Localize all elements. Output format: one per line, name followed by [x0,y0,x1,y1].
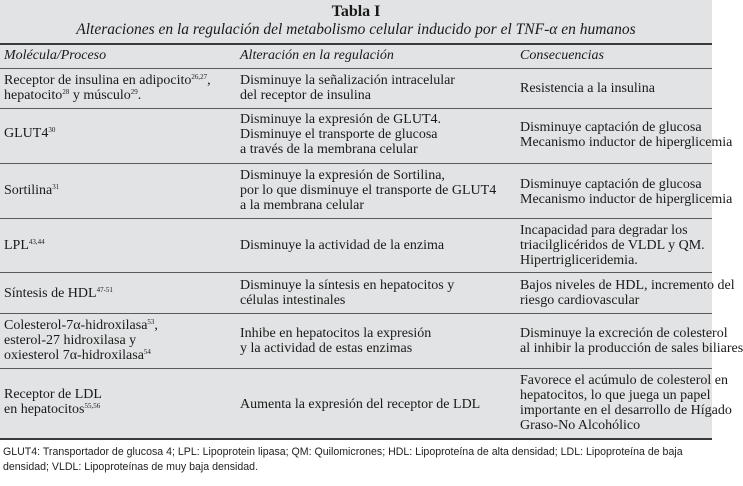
row6-consequence: Disminuye la excreción de colesterol al inhibir la producción de sales biliares [520,326,743,356]
row-divider [0,108,712,109]
rule-top [0,43,712,45]
rule-bottom [0,438,712,440]
row-divider [0,313,712,314]
row-divider [0,272,712,273]
row5-alteration: Disminuye la síntesis en hepatocitos y células intestinales [240,278,455,308]
table-title: Tabla I [331,3,381,20]
row7-alteration: Aumenta la expresión del receptor de LDL [240,397,481,412]
row4-alteration: Disminuye la actividad de la enzima [240,238,445,253]
row4-molecule: LPL$^{43,44}$ [4,238,45,253]
row7-consequence: Favorece el acúmulo de colesterol en hepatocitos, lo que juega un papel importante en el desarrollo de Hígado Graso-No Alcohólico [520,373,732,433]
table-footnote: GLUT4: Transportador de glucosa 4; LPL: Lipoprotein lipasa; QM: Quilomicrones; HDL: Lipoproteína de alta densidad; LDL: Lipoproteína de baja densidad; VLDL: Lipoproteínas de muy baja densidad. [3,446,683,473]
row6-alteration: Inhibe en hepatocitos la expresión y la actividad de estas enzimas [240,326,432,356]
row1-alteration: Disminuye la señalización intracelular del receptor de insulina [240,73,455,103]
table-subtitle: Alteraciones en la regulación del metabolismo celular inducido por el TNF-α en humanos [76,21,636,38]
row1-molecule: Receptor de insulina en adipocito$^{26,27}$, hepatocito$^{28}$ y músculo$^{29}$. [4,73,211,103]
row5-molecule: Síntesis de HDL$^{47-51}$ [4,286,113,301]
row3-consequence: Disminuye captación de glucosa Mecanismo inductor de hiperglicemia [520,177,733,207]
row6-molecule: Colesterol-7α-hidroxilasa$^{53}$, esterol-27 hidroxilasa y oxiesterol 7α-hidroxilasa$^{54}$ [4,318,158,363]
row3-alteration: Disminuye la expresión de Sortilina, por lo que disminuye el transporte de GLUT4 a la membrana celular [240,168,497,213]
row2-alteration: Disminuye la expresión de GLUT4. Disminuye el transporte de glucosa a través de la membrana celular [240,112,442,157]
row3-molecule: Sortilina$^{31}$ [4,183,60,198]
header-alteration: Alteración en la regulación [240,48,394,63]
row4-consequence: Incapacidad para degradar los triacilglicéridos de VLDL y QM. Hipertrigliceridemia. [520,223,705,268]
row2-consequence: Disminuye captación de glucosa Mecanismo inductor de hiperglicemia [520,120,733,150]
row-divider [0,163,712,164]
header-consequence: Consecuencias [520,48,604,63]
row5-consequence: Bajos niveles de HDL, incremento del riesgo cardiovascular [520,278,735,308]
rule-header [0,68,712,69]
row-divider [0,218,712,219]
row-divider [0,368,712,369]
header-molecule: Molécula/Proceso [4,48,107,63]
table-caption [0,0,712,42]
row1-consequence: Resistencia a la insulina [520,81,655,96]
row2-molecule: $GLUT4^{30}$ [4,126,56,141]
row7-molecule: Receptor de LDL en hepatocitos$^{55,56}$ [4,387,102,417]
